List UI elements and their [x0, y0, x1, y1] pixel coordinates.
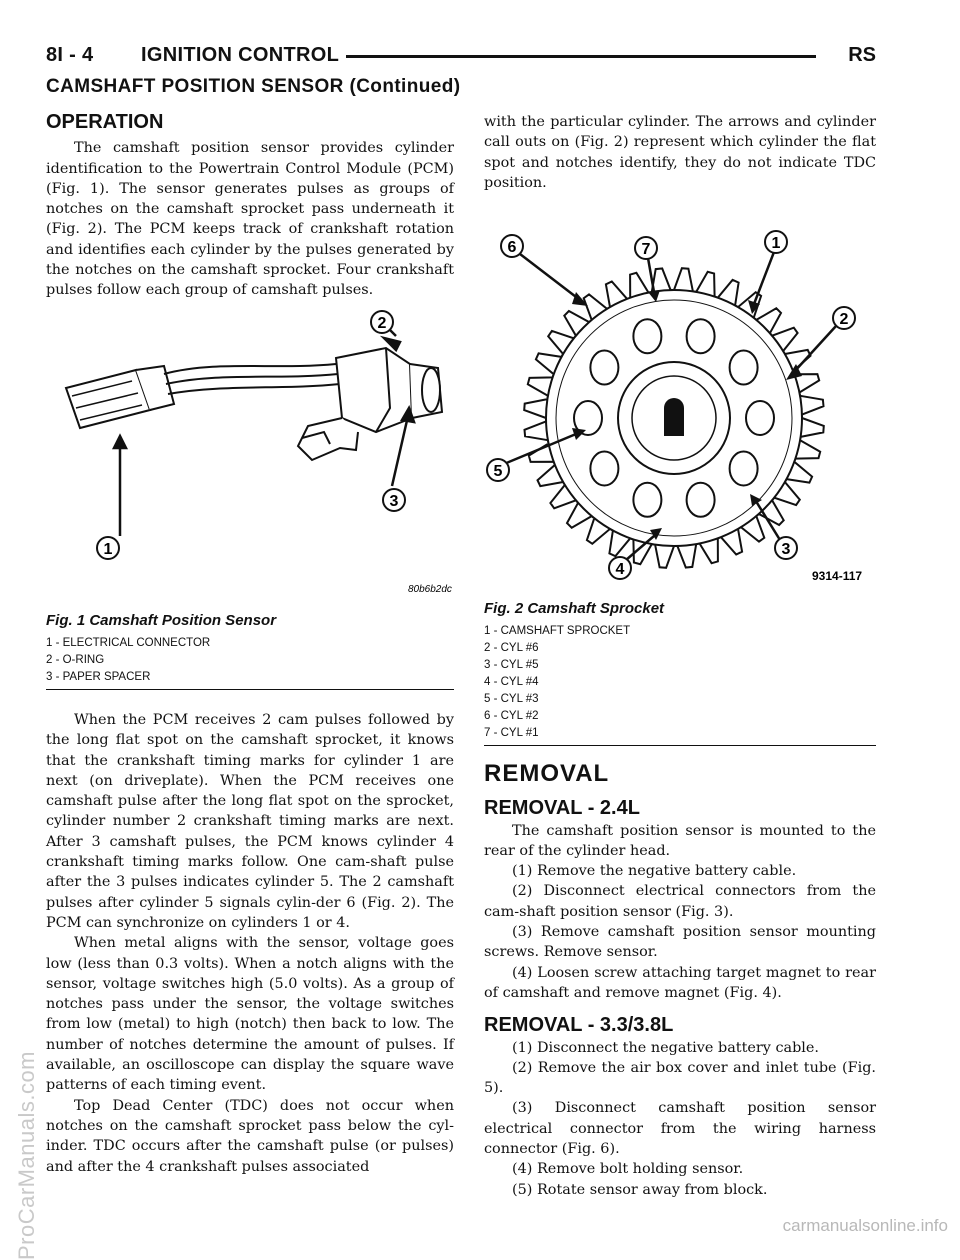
- fig1-callout-1: 1: [103, 541, 113, 558]
- fig1-rule: [46, 689, 454, 690]
- left-column-bottom: [46, 710, 454, 1177]
- fig2-callout-7: 7: [641, 241, 651, 258]
- fig2-callout-3: 3: [781, 541, 791, 558]
- operation-paragraph-4-continued: with the particular cylinder. The arrows and cylinder call outs on (Fig. 2) represent which cylinder the flat spot and notches identify, they do not indicate TDC position.: [484, 114, 876, 191]
- side-watermark: ProCarManuals.com: [14, 1050, 39, 1260]
- fig2-code: 9314-117: [812, 569, 863, 583]
- removal-33-38l-step-3: (3) Disconnect camshaft position sensor electrical connector from the wiring harness connector (Fig. 6).: [484, 1100, 876, 1158]
- section-title: IGNITION CONTROL: [141, 44, 340, 66]
- removal-title: REMOVAL: [484, 760, 610, 787]
- fig2-callout-1: 1: [771, 235, 781, 252]
- fig1-code: 80b6b2dc: [408, 584, 452, 595]
- footer-watermark: carmanualsonline.info: [782, 1216, 948, 1235]
- continued-heading: CAMSHAFT POSITION SENSOR (Continued): [46, 76, 461, 97]
- fig1-callout-3: 3: [389, 493, 399, 510]
- operation-paragraph-4: Top Dead Center (TDC) does not occur when notches on the camshaft sprocket pass below the cyl-inder. TDC occurs after the camshaft pulse (or pulses) and after the 4 crankshaft pulses associated: [46, 1097, 454, 1175]
- fig2-legend-7: 7 - CYL #1: [484, 727, 539, 739]
- fig2-callout-4: 4: [615, 561, 625, 578]
- removal-33-38l-step-5: (5) Rotate sensor away from block.: [512, 1181, 768, 1198]
- removal-33-38l-step-1: (1) Disconnect the negative battery cable.: [512, 1039, 820, 1056]
- removal-33-38l-title: REMOVAL - 3.3/3.8L: [484, 1014, 674, 1037]
- fig2-legend-4: 4 - CYL #4: [484, 676, 539, 688]
- sprocket-hole: [590, 351, 618, 385]
- fig2-legend-1: 1 - CAMSHAFT SPROCKET: [484, 625, 631, 637]
- page-number: 8I - 4: [46, 44, 94, 66]
- fig1-legend-3: 3 - PAPER SPACER: [46, 671, 151, 683]
- fig1-legend-1: 1 - ELECTRICAL CONNECTOR: [46, 637, 211, 649]
- figure-2: [484, 208, 876, 746]
- model-code: RS: [848, 44, 876, 66]
- removal-33-38l-step-2: (2) Remove the air box cover and inlet tube (Fig. 5).: [484, 1059, 876, 1097]
- fig1-legend-2: 2 - O-RING: [46, 654, 105, 666]
- fig2-callout-5: 5: [493, 463, 503, 480]
- sprocket-hole: [687, 483, 715, 517]
- sprocket-hole: [746, 401, 774, 435]
- removal-24l-intro: The camshaft position sensor is mounted to the rear of the cylinder head.: [484, 822, 876, 859]
- sprocket-hole: [590, 452, 618, 486]
- fig2-legend-3: 3 - CYL #5: [484, 659, 539, 671]
- removal-33-38l-step-4: (4) Remove bolt holding sensor.: [512, 1161, 744, 1178]
- operation-title: OPERATION: [46, 111, 164, 133]
- operation-paragraph-3: When metal aligns with the sensor, voltage goes low (less than 0.3 volts). When a notch aligns with the sensor, voltage switches high (5.0 volts). As a group of notches pass under the sensor, the voltage switches from low (metal) to high (notch) then back to low. The number of notches determine the amount of pulses. If available, an oscilloscope can display the square wave patterns of each timing event.: [46, 935, 454, 1094]
- fig1-caption: Fig. 1 Camshaft Position Sensor: [46, 612, 277, 629]
- page-header: [46, 44, 876, 68]
- removal-24l-step-1: (1) Remove the negative battery cable.: [512, 863, 797, 880]
- removal-24l-title: REMOVAL - 2.4L: [484, 797, 640, 820]
- left-column-top: [46, 112, 454, 301]
- figure-1: [46, 308, 454, 690]
- fig2-callout-6: 6: [507, 239, 517, 256]
- right-column-bottom: [484, 760, 876, 1200]
- removal-24l-step-3: (3) Remove camshaft position sensor mounting screws. Remove sensor.: [484, 924, 876, 961]
- fig2-legend-2: 2 - CYL #6: [484, 642, 539, 654]
- operation-paragraph-2: When the PCM receives 2 cam pulses followed by the long flat spot on the camshaft sprocket, it knows that the crankshaft timing marks for cylinder 1 are next (on driveplate). When the PCM receives one camshaft pulse after the long flat spot on the sprocket, cylinder number 2 crankshaft timing marks are next. After 3 camshaft pulses, the PCM knows cylinder 4 crankshaft timing marks follow. One cam-shaft pulse after the 3 pulses indicates cylinder 5. The 2 camshaft pulses after cylinder 5 signals cylin-der 6 (Fig. 2). The PCM can synchronize on cylinders 1 or 4.: [46, 712, 454, 931]
- sprocket-hole: [730, 452, 758, 486]
- fig1-callout-2: 2: [377, 315, 387, 332]
- operation-paragraph-1: The camshaft position sensor provides cylinder identification to the Powertrain Control Module (PCM) (Fig. 1). The sensor generates pulses as groups of notches on the camshaft sprocket pass underneath it (Fig. 2). The PCM keeps track of crankshaft rotation and identifies each cylinder by the pulses generated by the notches on the camshaft sprocket. Four crankshaft pulses follow each group of camshaft pulses.: [46, 140, 454, 299]
- header-rule: [346, 55, 816, 58]
- removal-24l-step-4: (4) Loosen screw attaching target magnet to rear of camshaft and remove magnet (Fig. 4).: [484, 964, 876, 1001]
- sprocket-hole: [730, 351, 758, 385]
- right-column-top: [484, 112, 876, 193]
- fig2-legend-6: 6 - CYL #2: [484, 710, 539, 722]
- sprocket-hole: [633, 483, 661, 517]
- sprocket-hole: [687, 319, 715, 353]
- removal-24l-step-2: (2) Disconnect electrical connectors from the cam-shaft position sensor (Fig. 3).: [484, 883, 876, 920]
- camshaft-position-sensor-illustration: [46, 308, 454, 608]
- fig2-callout-2: 2: [839, 311, 849, 328]
- sprocket-hole: [633, 319, 661, 353]
- camshaft-sprocket-illustration: [484, 208, 876, 596]
- fig2-rule: [484, 745, 876, 746]
- fig2-caption: Fig. 2 Camshaft Sprocket: [484, 600, 665, 617]
- fig2-legend-5: 5 - CYL #3: [484, 693, 539, 705]
